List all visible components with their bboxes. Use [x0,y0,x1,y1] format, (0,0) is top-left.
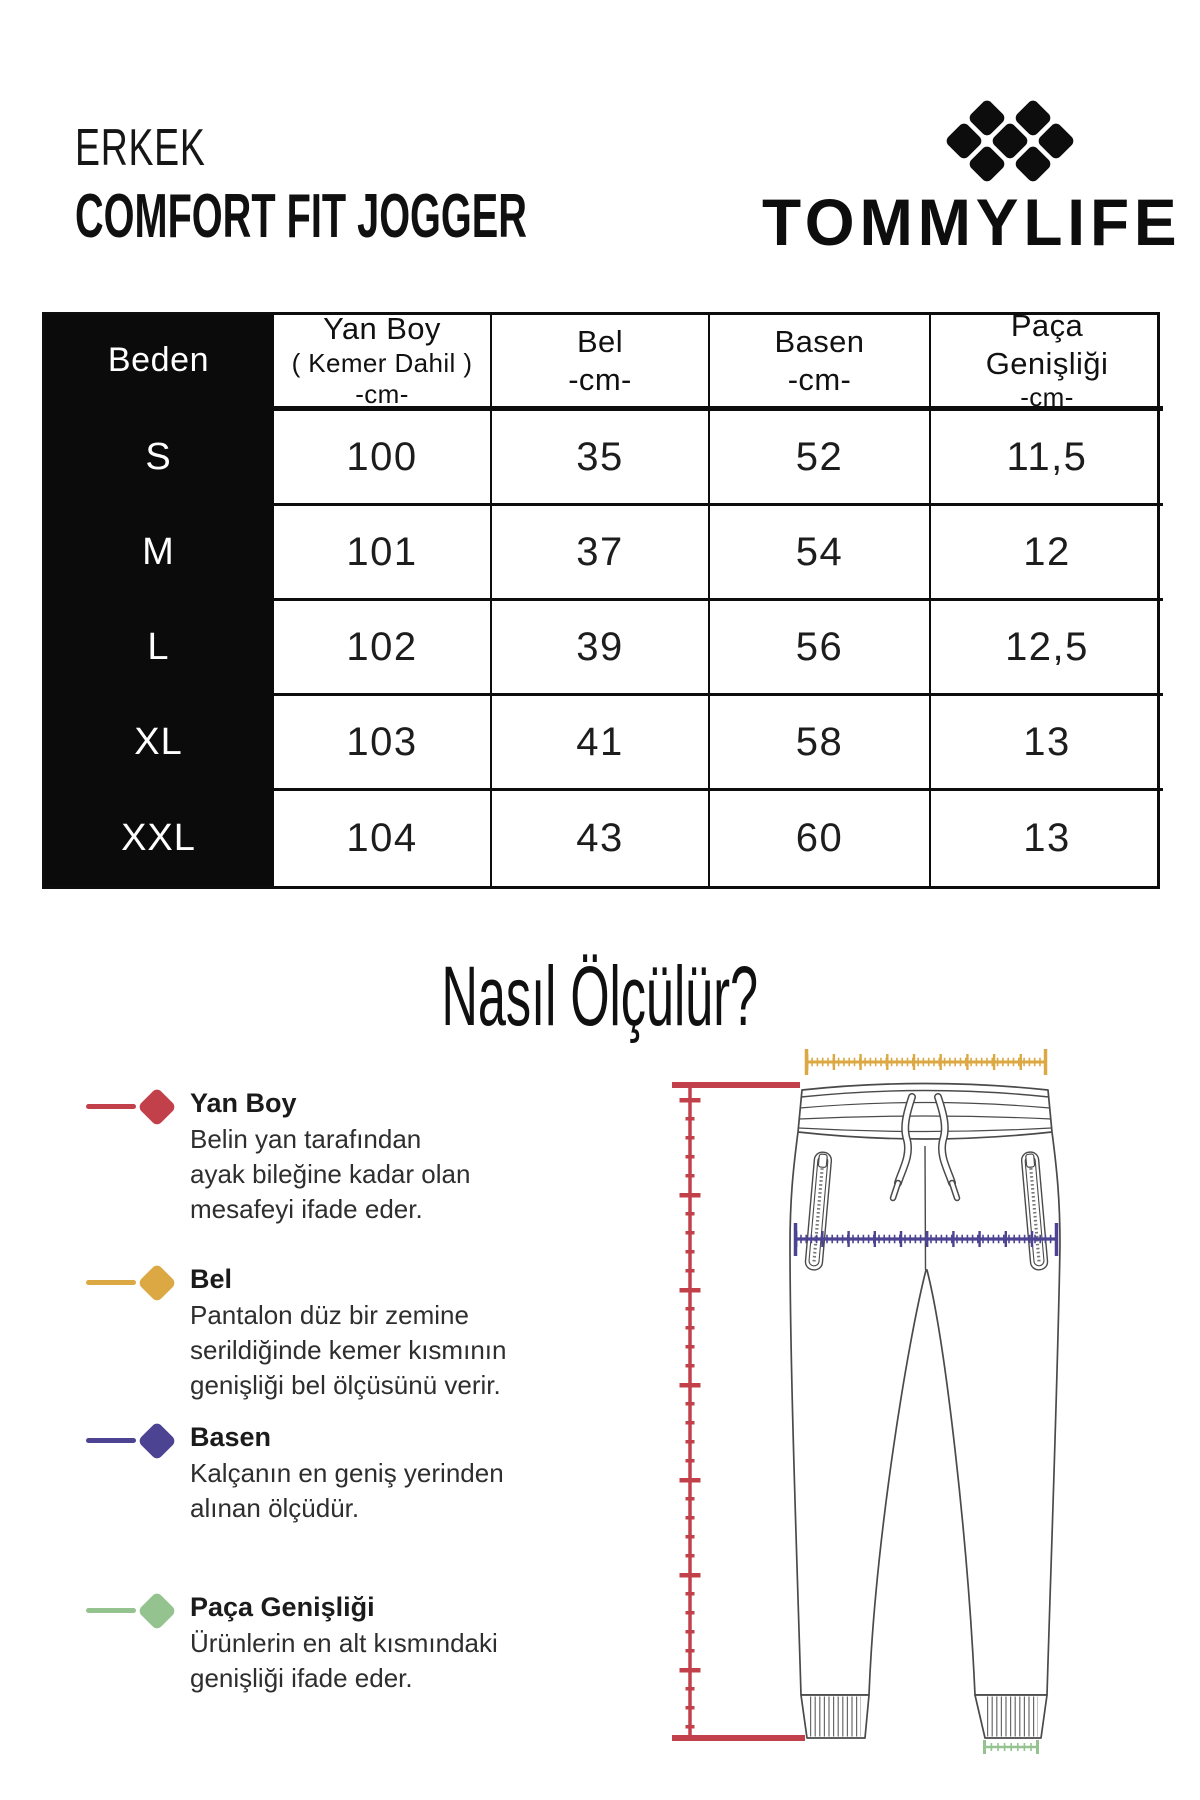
value-cell [931,506,1163,601]
legend-desc-line: mesafeyi ifade eder. [190,1194,423,1224]
value-cell [931,791,1163,886]
basen-value: 60 [795,816,844,861]
column-header-unit: -cm- [1020,382,1074,413]
jogger-outline [790,1084,1060,1739]
zipper-pull-icon [818,1154,827,1168]
value-cell [274,696,492,791]
legend-desc-line: ayak bileğine kadar olan [190,1159,471,1189]
legend-diamond-icon [137,1421,177,1461]
column-header-basen [710,315,931,411]
yan-boy-value: 102 [346,624,418,669]
value-cell [931,411,1163,506]
how-to-measure-heading-text: Nasıl Ölçülür? [441,949,759,1043]
value-cell [274,411,492,506]
legend-title: Bel [190,1264,233,1294]
legend-desc-line: genişliği ifade eder. [190,1663,413,1693]
size-cell [45,791,274,886]
basen-value: 58 [795,719,844,764]
value-cell [274,506,492,601]
how-to-measure-heading [0,948,1200,1045]
legend-description [190,1626,498,1696]
bel-value: 35 [576,434,624,479]
column-header-yan-boy [274,310,492,411]
value-cell [492,696,710,791]
column-header-label: Paça [1010,307,1084,343]
paca-value: 13 [1023,816,1071,861]
bel-ruler [806,1049,1046,1075]
value-cell [710,696,931,791]
value-cell [931,696,1163,791]
column-header-bel [492,315,710,411]
basen-value: 54 [795,529,844,574]
column-header-label: Beden [107,340,210,379]
column-header-label: Yan Boy [323,310,441,346]
legend-desc-line: serildiğinde kemer kısmının [190,1335,507,1365]
legend-description [190,1122,470,1227]
legend-diamond-icon [137,1087,177,1127]
yan-boy-value: 100 [346,434,418,479]
value-cell [492,411,710,506]
legend-line [86,1280,136,1285]
value-cell [274,601,492,696]
column-header-paca-genisligi [931,307,1163,413]
legend-description [190,1298,506,1403]
value-cell [710,601,931,696]
product-title: COMFORT FIT JOGGER [75,182,527,251]
yan-boy-value: 104 [346,816,418,861]
column-header-label: Genişliği [985,345,1109,381]
legend-title: Yan Boy [190,1088,297,1118]
yan-boy-ruler [672,1085,805,1738]
bel-value: 41 [576,719,624,764]
value-cell [710,411,931,506]
bel-value: 43 [576,816,624,861]
legend-title: Paça Genişliği [190,1592,375,1622]
size-label: XL [134,720,183,763]
column-header-label: Bel [576,323,623,359]
value-cell [931,601,1163,696]
legend-desc-line: genişliği bel ölçüsünü verir. [190,1370,501,1400]
legend-desc-line: alınan ölçüdür. [190,1493,360,1523]
value-cell [492,601,710,696]
size-cell [45,696,274,791]
column-header-beden [45,315,274,411]
legend-line [86,1438,136,1443]
legend-desc-line: Belin yan tarafından [190,1124,422,1154]
legend-line [86,1608,136,1613]
paca-value: 12 [1023,529,1071,574]
bel-value: 39 [576,624,624,669]
value-cell [710,506,931,601]
paca-value: 11,5 [1006,434,1088,479]
value-cell [492,506,710,601]
legend-desc-line: Pantalon düz bir zemine [190,1300,469,1330]
paca-value: 13 [1023,719,1071,764]
value-cell [274,791,492,886]
basen-value: 52 [795,434,844,479]
legend-title: Basen [190,1422,272,1452]
size-table [42,307,1160,889]
size-label: XXL [121,817,196,860]
value-cell [492,791,710,886]
size-cell [45,601,274,696]
size-label: L [147,625,170,668]
product-gender-label: ERKEK [75,119,206,177]
paca-value: 12,5 [1005,624,1089,669]
size-cell [45,506,274,601]
size-label: M [142,530,175,573]
yan-boy-value: 101 [346,529,418,574]
legend-line [86,1104,136,1109]
legend-desc-line: Kalçanın en geniş yerinden [190,1458,504,1488]
column-header-unit: -cm- [355,379,409,410]
front-seam [925,1146,926,1270]
column-header-sublabel: ( Kemer Dahil ) [291,347,473,378]
ribbed-cuff [801,1695,869,1738]
paca-ruler [984,1740,1038,1754]
bel-value: 37 [576,529,624,574]
column-header-unit: -cm- [568,361,632,397]
column-header-unit: -cm- [787,361,852,397]
ribbed-cuff [975,1695,1047,1738]
jogger-technical-drawing [560,1040,1200,1800]
basen-value: 56 [795,624,844,669]
brand-wordmark: TOMMYLIFE [762,185,1182,259]
zipper-pull-icon [1026,1154,1035,1168]
column-header-label: Basen [774,323,865,359]
brand-logo-icon [940,85,1080,195]
legend-diamond-icon [137,1263,177,1303]
legend-diamond-icon [137,1591,177,1631]
size-label: S [145,435,172,478]
yan-boy-value: 103 [346,719,418,764]
size-cell [45,411,274,506]
value-cell [710,791,931,886]
legend-desc-line: Ürünlerin en alt kısmındaki [190,1628,498,1658]
legend-description [190,1456,504,1526]
